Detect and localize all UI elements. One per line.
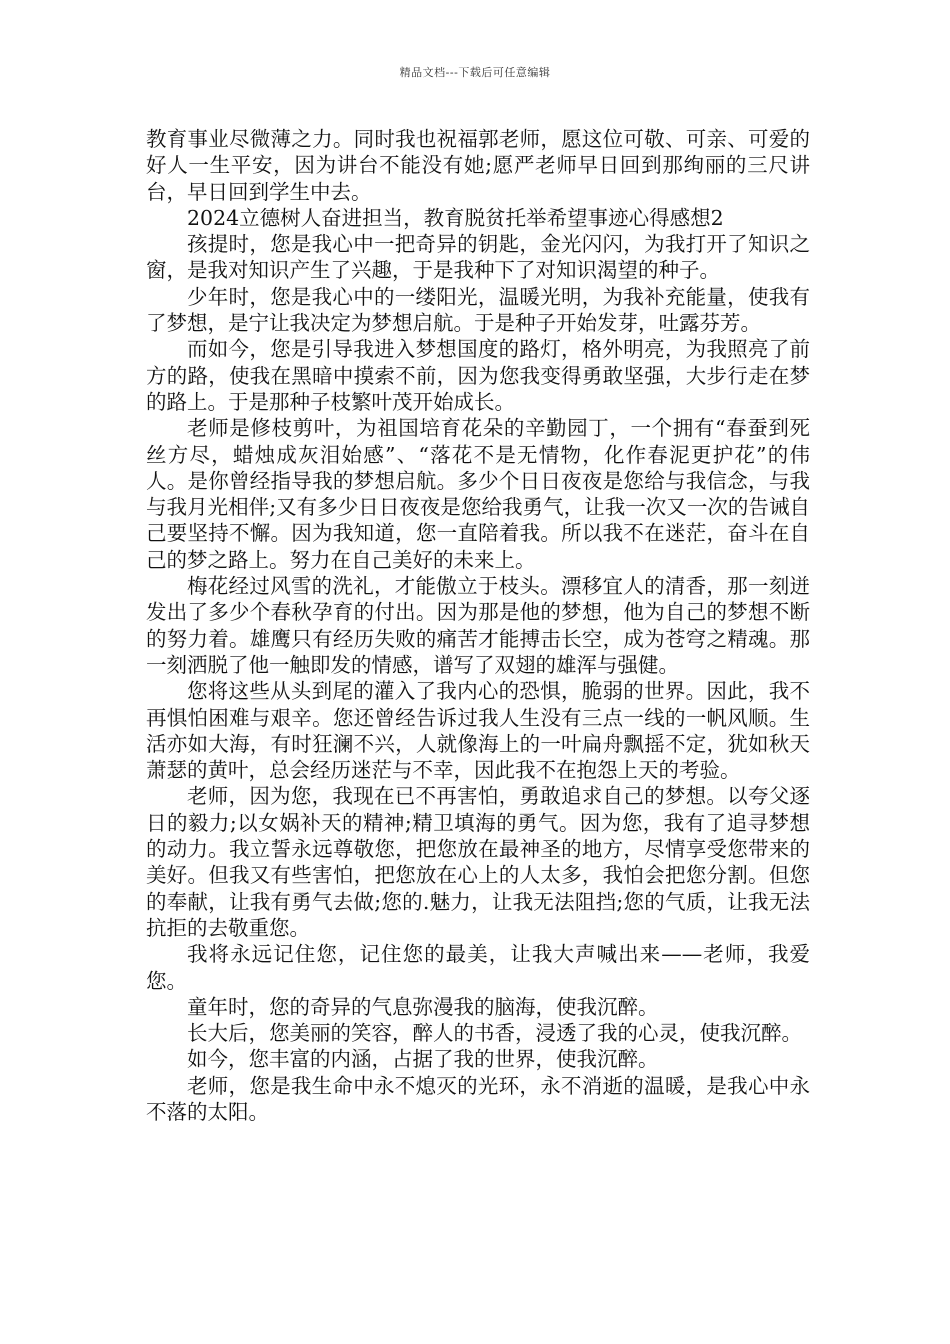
paragraph: 少年时，您是我心中的一缕阳光，温暖光明，为我补充能量，使我有了梦想，是宁让我决定为梦想启航。于是种子开始发芽，吐露芬芳。 [146,284,810,336]
document-body [146,126,810,1125]
paragraph: 我将永远记住您，记住您的最美，让我大声喊出来——老师，我爱您。 [146,942,810,993]
paragraph: 童年时，您的奇异的气息弥漫我的脑海，使我沉醉。 [187,994,659,1019]
paragraph: 您将这些从头到尾的灌入了我内心的恐惧，脆弱的世界。因此，我不再惧怕困难与艰辛。您还曾经告诉过我人生没有三点一线的一帆风顺。生活亦如大海，有时狂澜不兴，人就像海上的一叶扁舟飘摇不定，犹如秋天萧瑟的黄叶，总会经历迷茫与不幸，因此我不在抱怨上天的考验。 [146,679,810,783]
page-header: 精品文档---下载后可任意编辑 [399,66,551,79]
paragraph: 老师，您是我生命中永不熄灭的光环，永不消逝的温暖，是我心中永不落的太阳。 [146,1073,810,1124]
paragraph: 老师是修枝剪叶，为祖国培育花朵的辛勤园丁，一个拥有“春蚕到死丝方尽，蜡烛成灰泪始感”、“落花不是无情物，化作春泥更护花”的伟人。是你曾经指导我的梦想启航。多少个日日夜夜是您给与我信念，与我与我月光相伴;又有多少日日夜夜是您给我勇气，让我一次又一次的告诫自己要坚持不懈。因为我知道，您一直陪着我。所以我不在迷茫，奋斗在自己的梦之路上。努力在自己美好的未来上。 [146,416,810,572]
paragraph: 孩提时，您是我心中一把奇异的钥匙，金光闪闪，为我打开了知识之窗，是我对知识产生了兴趣，于是我种下了对知识渴望的种子。 [146,232,810,283]
paragraph: 教育事业尽微薄之力。同时我也祝福郭老师，愿这位可敬、可亲、可爱的好人一生平安，因为讲台不能没有她;愿严老师早日回到那绚丽的三尺讲台，早日回到学生中去。 [146,127,810,204]
paragraph: 如今，您丰富的内涵，占据了我的世界，使我沉醉。 [187,1047,659,1072]
paragraph: 长大后，您美丽的笑容，醉人的书香，浸透了我的心灵，使我沉醉。 [187,1021,802,1046]
paragraph: 而如今，您是引导我进入梦想国度的路灯，格外明亮，为我照亮了前方的路，使我在黑暗中摸索不前，因为您我变得勇敢坚强，大步行走在梦的路上。于是那种子枝繁叶茂开始成长。 [146,337,810,414]
section-title: 2024立德树人奋进担当，教育脱贫托举希望事迹心得感想2 [187,205,724,230]
paragraph: 梅花经过风雪的洗礼，才能傲立于枝头。漂移宜人的清香，那一刻迸发出了多少个春秋孕育的付出。因为那是他的梦想，他为自己的梦想不断的努力着。雄鹰只有经历失败的痛苦才能搏击长空，成为苍穹之精魂。那一刻洒脱了他一触即发的情感，谱写了双翅的雄浑与强健。 [146,574,810,677]
paragraph: 老师，因为您，我现在已不再害怕，勇敢追求自己的梦想。以夸父逐日的毅力;以女娲补天的精神;精卫填海的勇气。因为您，我有了追寻梦想的动力。我立誓永远尊敬您，把您放在最神圣的地方，尽情享受您带来的美好。但我又有些害怕，把您放在心上的人太多，我怕会把您分割。但您的奉献，让我有勇气去做;您的.魅力，让我无法阻挡;您的气质，让我无法抗拒的去敬重您。 [146,784,810,940]
